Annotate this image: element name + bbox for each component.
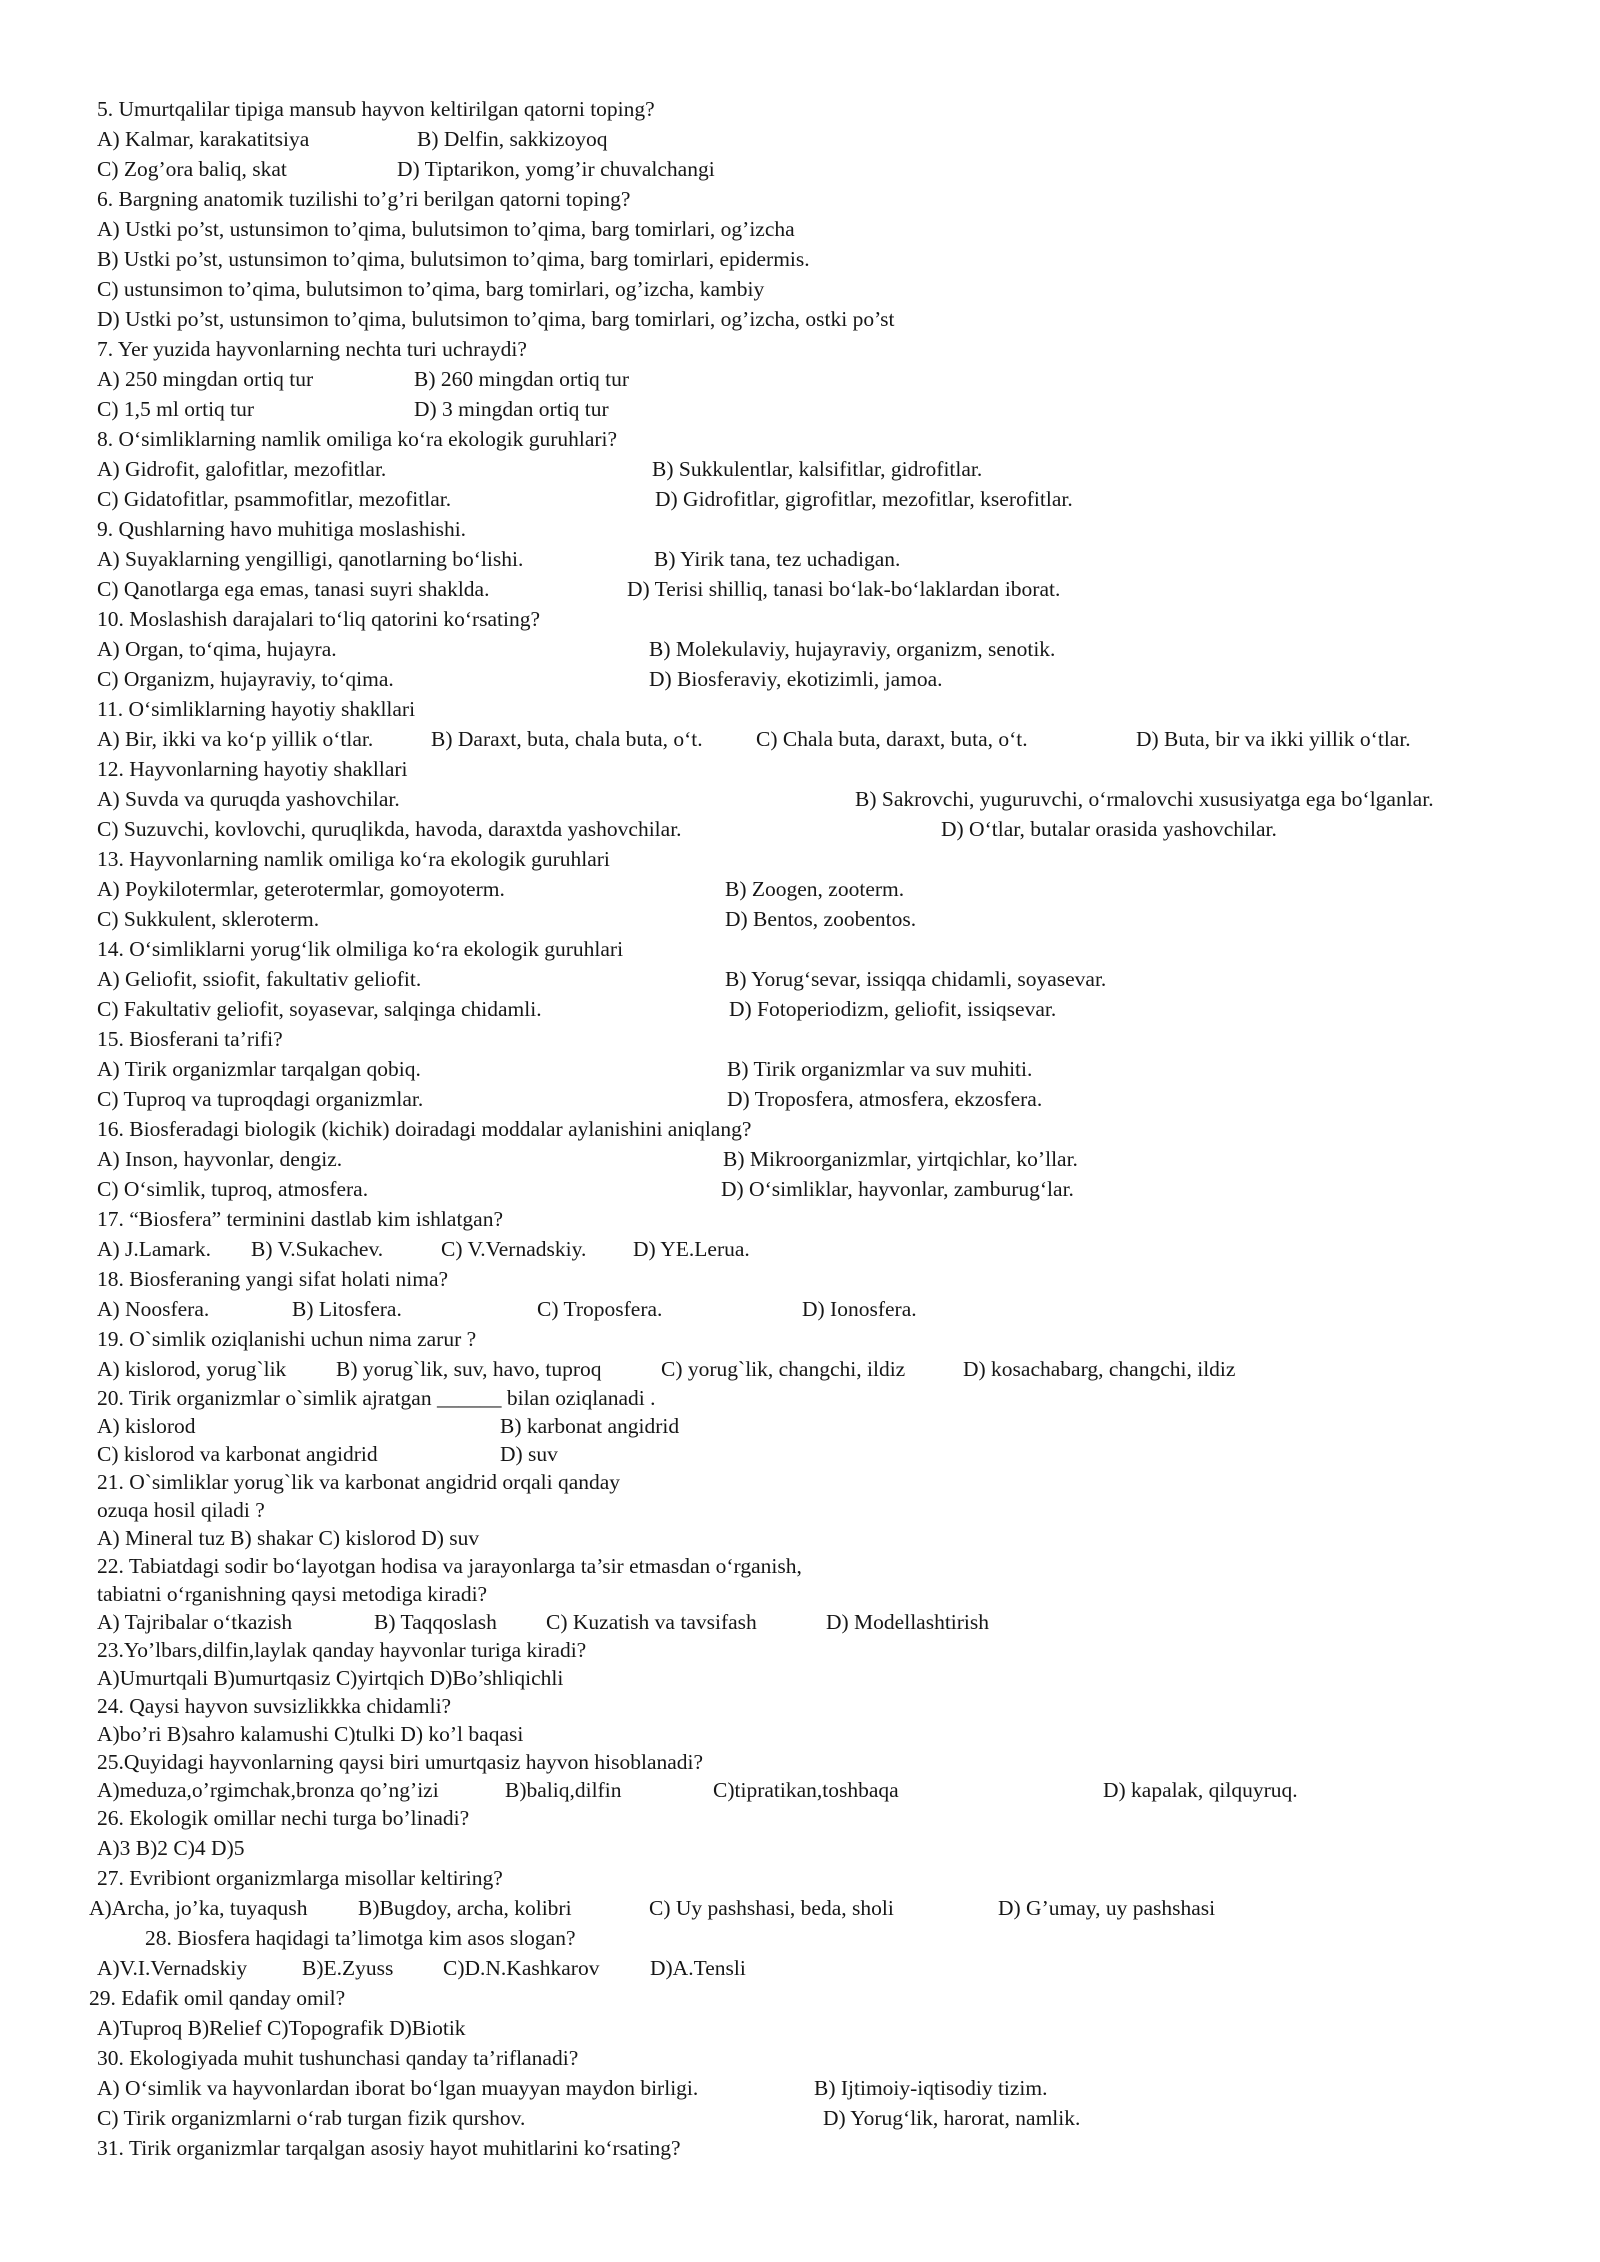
option-10-a: A) Organ, to‘qima, hujayra. [97, 637, 337, 661]
question-15: 15. Biosferani ta’rifi? [97, 1027, 283, 1051]
option-27-b: B)Bugdoy, archa, kolibri [358, 1896, 572, 1920]
question-9: 9. Qushlarning havo muhitiga moslashishi. [97, 517, 467, 541]
option-11-b: B) Daraxt, buta, chala buta, o‘t. [431, 727, 703, 751]
option-15-a: A) Tirik organizmlar tarqalgan qobiq. [97, 1057, 421, 1081]
question-17: 17. “Biosfera” terminini dastlab kim ishlatgan? [97, 1207, 504, 1231]
question-24: 24. Qaysi hayvon suvsizlikkka chidamli? [97, 1694, 452, 1718]
option-27-d: D) G’umay, uy pashshasi [998, 1896, 1216, 1920]
option-13-d: D) Bentos, zoobentos. [725, 907, 917, 931]
option-8-a: A) Gidrofit, galofitlar, mezofitlar. [97, 457, 387, 481]
option-30-c: C) Tirik organizmlarni o‘rab turgan fizik qurshov. [97, 2106, 526, 2130]
option-19-c: C) yorug`lik, changchi, ildiz [661, 1357, 906, 1381]
question-5: 5. Umurtqalilar tipiga mansub hayvon keltirilgan qatorni toping? [97, 97, 655, 121]
question-27: 27. Evribiont organizmlarga misollar keltiring? [97, 1866, 503, 1890]
option-11-c: C) Chala buta, daraxt, buta, o‘t. [756, 727, 1028, 751]
option-19-d: D) kosachabarg, changchi, ildiz [963, 1357, 1236, 1381]
option-9-b: B) Yirik tana, tez uchadigan. [654, 547, 901, 571]
option-11-d: D) Buta, bir va ikki yillik o‘tlar. [1136, 727, 1411, 751]
option-20-a: A) kislorod [97, 1414, 196, 1438]
option-6-a: A) Ustki po’st, ustunsimon to’qima, bulutsimon to’qima, barg tomirlari, og’izcha [97, 217, 795, 241]
option-15-b: B) Tirik organizmlar va suv muhiti. [727, 1057, 1033, 1081]
option-30-d: D) Yorug‘lik, harorat, namlik. [823, 2106, 1081, 2130]
option-21: A) Mineral tuz B) shakar C) kislorod D) suv [97, 1526, 480, 1550]
question-28: 28. Biosfera haqidagi ta’limotga kim asos slogan? [145, 1926, 576, 1950]
option-13-a: A) Poykilotermlar, geterotermlar, gomoyoterm. [97, 877, 505, 901]
option-28-d: D)A.Tensli [650, 1956, 746, 1980]
option-17-a: A) J.Lamark. [97, 1237, 212, 1261]
question-25: 25.Quyidagi hayvonlarning qaysi biri umurtqasiz hayvon hisoblanadi? [97, 1750, 704, 1774]
option-11-a: A) Bir, ikki va ko‘p yillik o‘tlar. [97, 727, 374, 751]
question-13: 13. Hayvonlarning namlik omiliga ko‘ra ekologik guruhlari [97, 847, 610, 871]
option-7-d: D) 3 mingdan ortiq tur [414, 397, 609, 421]
question-21-cont: ozuqa hosil qiladi ? [97, 1498, 265, 1522]
option-20-b: B) karbonat angidrid [500, 1414, 680, 1438]
option-27-c: C) Uy pashshasi, beda, sholi [649, 1896, 894, 1920]
option-18-c: C) Troposfera. [537, 1297, 663, 1321]
option-5-c: C) Zog’ora baliq, skat [97, 157, 287, 181]
option-16-b: B) Mikroorganizmlar, yirtqichlar, ko’llar. [723, 1147, 1078, 1171]
option-28-c: C)D.N.Kashkarov [443, 1956, 600, 1980]
option-26: A)3 B)2 C)4 D)5 [97, 1836, 245, 1860]
option-12-c: C) Suzuvchi, kovlovchi, quruqlikda, havoda, daraxtda yashovchilar. [97, 817, 682, 841]
option-12-d: D) O‘tlar, butalar orasida yashovchilar. [941, 817, 1277, 841]
option-18-a: A) Noosfera. [97, 1297, 210, 1321]
option-25-d: D) kapalak, qilquyruq. [1103, 1778, 1298, 1802]
option-10-c: C) Organizm, hujayraviy, to‘qima. [97, 667, 394, 691]
option-9-a: A) Suyaklarning yengilligi, qanotlarning bo‘lishi. [97, 547, 524, 571]
option-19-b: B) yorug`lik, suv, havo, tuproq [336, 1357, 602, 1381]
option-9-c: C) Qanotlarga ega emas, tanasi suyri shaklda. [97, 577, 490, 601]
question-7: 7. Yer yuzida hayvonlarning nechta turi uchraydi? [97, 337, 527, 361]
option-10-d: D) Biosferaviy, ekotizimli, jamoa. [649, 667, 943, 691]
option-22-b: B) Taqqoslash [374, 1610, 497, 1634]
option-16-c: C) O‘simlik, tuproq, atmosfera. [97, 1177, 369, 1201]
option-13-b: B) Zoogen, zooterm. [725, 877, 905, 901]
question-22-cont: tabiatni o‘rganishning qaysi metodiga kiradi? [97, 1582, 488, 1606]
option-14-a: A) Geliofit, ssiofit, fakultativ geliofit. [97, 967, 422, 991]
question-11: 11. O‘simliklarning hayotiy shakllari [97, 697, 416, 721]
option-22-a: A) Tajribalar o‘tkazish [97, 1610, 293, 1634]
option-12-a: A) Suvda va quruqda yashovchilar. [97, 787, 400, 811]
question-31: 31. Tirik organizmlar tarqalgan asosiy hayot muhitlarini ko‘rsating? [97, 2136, 681, 2160]
option-30-a: A) O‘simlik va hayvonlardan iborat bo‘lgan muayyan maydon birligi. [97, 2076, 699, 2100]
option-18-d: D) Ionosfera. [802, 1297, 917, 1321]
question-8: 8. O‘simliklarning namlik omiliga ko‘ra ekologik guruhlari? [97, 427, 618, 451]
option-23: A)Umurtqali B)umurtqasiz C)yirtqich D)Bo’shliqichli [97, 1666, 564, 1690]
question-14: 14. O‘simliklarni yorug‘lik olmiliga ko‘ra ekologik guruhlari [97, 937, 624, 961]
option-7-c: C) 1,5 ml ortiq tur [97, 397, 255, 421]
question-19: 19. O`simlik oziqlanishi uchun nima zarur ? [97, 1327, 477, 1351]
option-20-c: C) kislorod va karbonat angidrid [97, 1442, 378, 1466]
option-12-b: B) Sakrovchi, yuguruvchi, o‘rmalovchi xususiyatga ega bo‘lganlar. [855, 787, 1434, 811]
option-25-a: A)meduza,o’rgimchak,bronza qo’ng’izi [97, 1778, 439, 1802]
option-14-d: D) Fotoperiodizm, geliofit, issiqsevar. [729, 997, 1057, 1021]
option-13-c: C) Sukkulent, skleroterm. [97, 907, 320, 931]
option-16-d: D) O‘simliklar, hayvonlar, zamburug‘lar. [721, 1177, 1074, 1201]
option-8-b: B) Sukkulentlar, kalsifitlar, gidrofitlar. [652, 457, 983, 481]
question-21: 21. O`simliklar yorug`lik va karbonat angidrid orqali qanday [97, 1470, 621, 1494]
question-22: 22. Tabiatdagi sodir bo‘layotgan hodisa va jarayonlarga ta’sir etmasdan o‘rganish, [97, 1554, 802, 1578]
option-6-d: D) Ustki po’st, ustunsimon to’qima, bulutsimon to’qima, barg tomirlari, og’izcha, ostki po’st [97, 307, 895, 331]
option-5-b: B) Delfin, sakkizoyoq [417, 127, 608, 151]
option-6-b: B) Ustki po’st, ustunsimon to’qima, bulutsimon to’qima, barg tomirlari, epidermis. [97, 247, 810, 271]
option-20-d: D) suv [500, 1442, 558, 1466]
option-29: A)Tuproq B)Relief C)Topografik D)Biotik [97, 2016, 466, 2040]
question-29: 29. Edafik omil qanday omil? [89, 1986, 346, 2010]
question-30: 30. Ekologiyada muhit tushunchasi qanday ta’riflanadi? [97, 2046, 579, 2070]
option-24: A)bo’ri B)sahro kalamushi C)tulki D) ko’l baqasi [97, 1722, 524, 1746]
question-12: 12. Hayvonlarning hayotiy shakllari [97, 757, 408, 781]
question-6: 6. Bargning anatomik tuzilishi to’g’ri berilgan qatorni toping? [97, 187, 631, 211]
option-5-d: D) Tiptarikon, yomg’ir chuvalchangi [397, 157, 715, 181]
option-8-c: C) Gidatofitlar, psammofitlar, mezofitlar. [97, 487, 452, 511]
question-26: 26. Ekologik omillar nechi turga bo’linadi? [97, 1806, 470, 1830]
question-10: 10. Moslashish darajalari to‘liq qatorini ko‘rsating? [97, 607, 541, 631]
option-9-d: D) Terisi shilliq, tanasi bo‘lak-bo‘laklardan iborat. [627, 577, 1061, 601]
option-8-d: D) Gidrofitlar, gigrofitlar, mezofitlar, kserofitlar. [655, 487, 1073, 511]
question-23: 23.Yo’lbars,dilfin,laylak qanday hayvonlar turiga kiradi? [97, 1638, 587, 1662]
option-27-a: A)Archa, jo’ka, tuyaqush [89, 1896, 308, 1920]
option-16-a: A) Inson, hayvonlar, dengiz. [97, 1147, 343, 1171]
option-22-c: C) Kuzatish va tavsifash [546, 1610, 757, 1634]
option-7-a: A) 250 mingdan ortiq tur [97, 367, 314, 391]
option-22-d: D) Modellashtirish [826, 1610, 990, 1634]
option-14-c: C) Fakultativ geliofit, soyasevar, salqinga chidamli. [97, 997, 542, 1021]
option-17-b: B) V.Sukachev. [251, 1237, 384, 1261]
question-16: 16. Biosferadagi biologik (kichik) doiradagi moddalar aylanishini aniqlang? [97, 1117, 752, 1141]
option-18-b: B) Litosfera. [292, 1297, 402, 1321]
option-30-b: B) Ijtimoiy-iqtisodiy tizim. [814, 2076, 1048, 2100]
option-14-b: B) Yorug‘sevar, issiqqa chidamli, soyasevar. [725, 967, 1107, 991]
option-15-c: C) Tuproq va tuproqdagi organizmlar. [97, 1087, 424, 1111]
option-19-a: A) kislorod, yorug`lik [97, 1357, 287, 1381]
option-10-b: B) Molekulaviy, hujayraviy, organizm, senotik. [649, 637, 1056, 661]
option-28-a: A)V.I.Vernadskiy [97, 1956, 248, 1980]
option-5-a: A) Kalmar, karakatitsiya [97, 127, 310, 151]
option-7-b: B) 260 mingdan ortiq tur [414, 367, 629, 391]
option-17-c: C) V.Vernadskiy. [441, 1237, 587, 1261]
question-18: 18. Biosferaning yangi sifat holati nima? [97, 1267, 449, 1291]
option-15-d: D) Troposfera, atmosfera, ekzosfera. [727, 1087, 1043, 1111]
option-28-b: B)E.Zyuss [302, 1956, 394, 1980]
option-17-d: D) YE.Lerua. [633, 1237, 750, 1261]
question-20: 20. Tirik organizmlar o`simlik ajratgan ______ bilan oziqlanadi . [97, 1386, 656, 1410]
option-25-c: C)tipratikan,toshbaqa [713, 1778, 899, 1802]
option-25-b: B)baliq,dilfin [505, 1778, 622, 1802]
option-6-c: C) ustunsimon to’qima, bulutsimon to’qima, barg tomirlari, og’izcha, kambiy [97, 277, 765, 301]
